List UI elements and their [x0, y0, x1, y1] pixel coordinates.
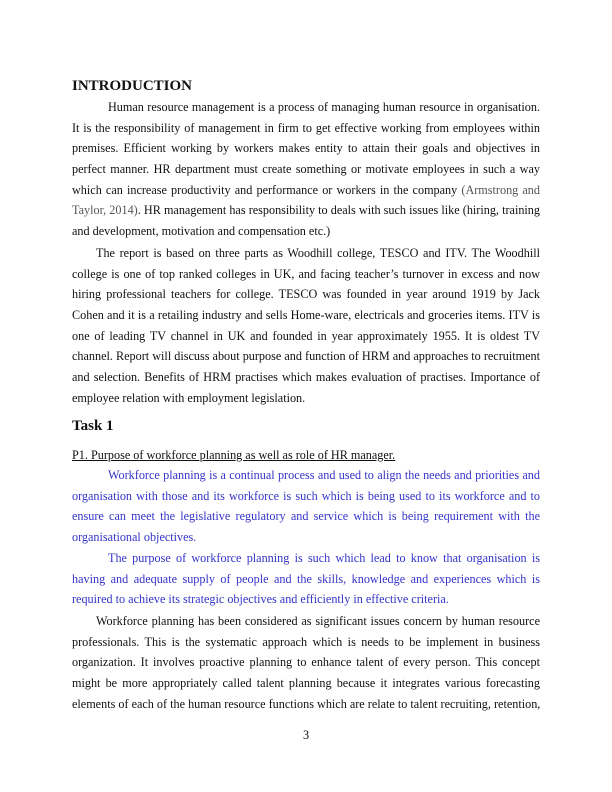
- text-line: required to achieve its strategic objectives and efficiently in effective criteria.: [72, 592, 449, 607]
- workforce-planning-paragraph-1: [72, 465, 540, 548]
- citation: (Armstrong and: [461, 182, 540, 197]
- text-line: organisation with those and its workforce is such which is being used to its workforce and to: [72, 488, 540, 503]
- text-line: might be more appropriately called talent planning because it integrates various forecasting: [72, 676, 540, 691]
- text-line: perfect manner. HR department must create something or motivate employees in such a way: [72, 162, 540, 177]
- text-line: organisational objectives.: [72, 530, 197, 545]
- task-heading: Task 1: [72, 418, 114, 434]
- intro-paragraph-2: [72, 243, 540, 409]
- page-number: 3: [302, 728, 310, 742]
- text-line: Cohen and it is a retailing industry and sells Home-ware, electricals and groceries items. ITV is: [72, 308, 540, 323]
- intro-heading: INTRODUCTION: [72, 78, 193, 94]
- text-line: Human resource management is a process of managing human resource in organisation.: [108, 100, 540, 114]
- workforce-planning-paragraph-2: [72, 548, 540, 610]
- text-line: channel. Report will discuss about purpose and function of HRM and approaches to recruitment: [72, 349, 540, 364]
- text-line: premises. Efficient working by workers makes entity to attain their goals and objectives in: [72, 141, 540, 156]
- text-line: and selection. Benefits of HRM practises which makes evaluation of practises. Importance of: [72, 370, 540, 385]
- citation: Taylor, 2014): [72, 203, 138, 218]
- intro-paragraph-1: [72, 97, 540, 242]
- text-line: one of leading TV channel in UK and founded in year approximately 1955. It is oldest TV: [72, 328, 540, 343]
- text-segment: . HR management has responsibility to deals with such issues like (hiring, training: [137, 203, 540, 218]
- text-line: Workforce planning is a continual process and used to align the needs and priorities and: [108, 468, 540, 482]
- text-line: organization. It involves proactive planning to enhance talent of every person. This concept: [72, 655, 540, 670]
- workforce-planning-paragraph-3: [72, 611, 540, 714]
- text-line: professionals. This is the systematic approach which is needs to be implement in business: [72, 634, 540, 649]
- text-line: and development, motivation and compensation etc.): [72, 224, 331, 239]
- text-segment: which can increase productivity and performance or workers in the company: [72, 182, 462, 197]
- text-line: [72, 180, 540, 201]
- text-line: [72, 200, 540, 221]
- p1-subheading: P1. Purpose of workforce planning as well as role of HR manager.: [72, 448, 396, 462]
- text-line: college is one of top ranked colleges in UK, and facing teacher’s turnover in excess and now: [72, 266, 540, 281]
- text-line: ensure can meet the legislative regulatory and service which is being requirement with the: [72, 509, 540, 524]
- text-line: It is the responsibility of management in firm to get effective working from employees within: [72, 120, 540, 135]
- text-line: The report is based on three parts as Woodhill college, TESCO and ITV. The Woodhill: [96, 246, 540, 260]
- text-line: Workforce planning has been considered as significant issues concern by human resource: [96, 614, 540, 628]
- text-line: having and adequate supply of people and the skills, knowledge and experiences which is: [72, 571, 540, 586]
- text-line: elements of each of the human resource functions which are relate to talent recruiting, retention,: [72, 696, 541, 711]
- text-line: The purpose of workforce planning is such which lead to know that organisation is: [108, 551, 540, 565]
- text-line: hiring professional teachers for college. TESCO was founded in year around 1919 by Jack: [72, 287, 540, 302]
- text-line: employee relation with employment legislation.: [72, 390, 306, 405]
